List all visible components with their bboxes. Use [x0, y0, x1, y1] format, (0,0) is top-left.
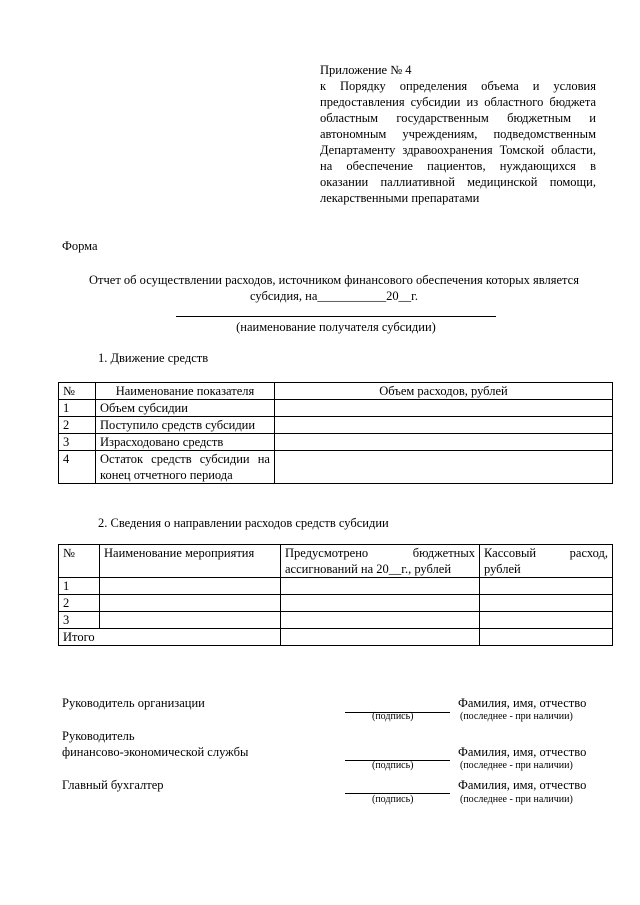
name-label: Фамилия, имя, отчество	[458, 696, 587, 710]
total-row	[59, 629, 613, 646]
amount-cell[interactable]	[275, 434, 613, 451]
section2-heading: 2. Сведения о направлении расходов средств субсидии	[98, 516, 389, 530]
row-name: Поступило средств субсидии	[96, 417, 275, 434]
column-header: Объем расходов, рублей	[275, 383, 613, 400]
signature-caption: (подпись)	[372, 711, 414, 722]
table-header-row	[59, 545, 613, 578]
signature-caption: (подпись)	[372, 760, 414, 771]
column-header: Наименование мероприятия	[100, 545, 281, 578]
name-caption: (последнее - при наличии)	[460, 760, 573, 771]
annex-text: к Порядку определения объема и условия предоставления субсидии из областного бюджета областным государственным бюджетным и автономным учреждениям, подведомственным Департаменту здравоохранения Томской области, на обеспечение пациентов, нуждающихся в оказании паллиативной медицинской помощи, лекарственными препаратами	[320, 79, 596, 205]
manager-label: Руководитель организации	[62, 696, 205, 710]
annex-block	[320, 62, 596, 206]
cash-cell[interactable]	[480, 595, 613, 612]
row-number: 1	[59, 400, 96, 417]
name-label: Фамилия, имя, отчество	[458, 778, 587, 792]
planned-cell[interactable]	[281, 595, 480, 612]
name-caption: (последнее - при наличии)	[460, 711, 573, 722]
row-number: 2	[59, 595, 100, 612]
section1-heading: 1. Движение средств	[98, 351, 209, 365]
column-header: Кассовый расход, рублей	[480, 545, 613, 578]
table-row	[59, 578, 613, 595]
annex-title: Приложение № 4	[320, 63, 412, 77]
amount-cell[interactable]	[275, 451, 613, 484]
row-number: 3	[59, 612, 100, 629]
row-number: 1	[59, 578, 100, 595]
amount-cell[interactable]	[275, 417, 613, 434]
recipient-caption: (наименование получателя субсидии)	[236, 320, 436, 334]
table-row	[59, 595, 613, 612]
activity-cell[interactable]	[100, 578, 281, 595]
activity-cell[interactable]	[100, 612, 281, 629]
table-header-row	[59, 383, 613, 400]
finance-head-label-1: Руководитель	[62, 729, 135, 743]
row-number: 4	[59, 451, 96, 484]
expenses-table	[58, 544, 613, 646]
activity-cell[interactable]	[100, 595, 281, 612]
funds-movement-table	[58, 382, 613, 484]
cash-cell[interactable]	[480, 612, 613, 629]
row-number: 3	[59, 434, 96, 451]
chief-accountant-label: Главный бухгалтер	[62, 778, 164, 792]
finance-head-label-2: финансово-экономической службы	[62, 745, 249, 759]
column-header: Предусмотрено бюджетных ассигнований на 20__г., рублей	[281, 545, 480, 578]
row-name: Объем субсидии	[96, 400, 275, 417]
row-number: 2	[59, 417, 96, 434]
recipient-line	[176, 316, 496, 317]
planned-total-cell[interactable]	[281, 629, 480, 646]
table-row	[59, 417, 613, 434]
signature-caption: (подпись)	[372, 794, 414, 805]
table-row	[59, 451, 613, 484]
column-header: №	[59, 383, 96, 400]
planned-cell[interactable]	[281, 578, 480, 595]
table-row	[59, 434, 613, 451]
column-header: №	[59, 545, 100, 578]
column-header: Наименование показателя	[96, 383, 275, 400]
name-caption: (последнее - при наличии)	[460, 794, 573, 805]
name-label: Фамилия, имя, отчество	[458, 745, 587, 759]
planned-cell[interactable]	[281, 612, 480, 629]
row-name: Израсходовано средств	[96, 434, 275, 451]
form-label: Форма	[62, 239, 98, 253]
cash-total-cell[interactable]	[480, 629, 613, 646]
total-label: Итого	[59, 629, 281, 646]
cash-cell[interactable]	[480, 578, 613, 595]
table-row	[59, 400, 613, 417]
report-title: Отчет об осуществлении расходов, источником финансового обеспечения которых является субсидия, на___________20__г.	[89, 273, 579, 303]
amount-cell[interactable]	[275, 400, 613, 417]
row-name: Остаток средств субсидии на конец отчетного периода	[96, 451, 275, 484]
table-row	[59, 612, 613, 629]
